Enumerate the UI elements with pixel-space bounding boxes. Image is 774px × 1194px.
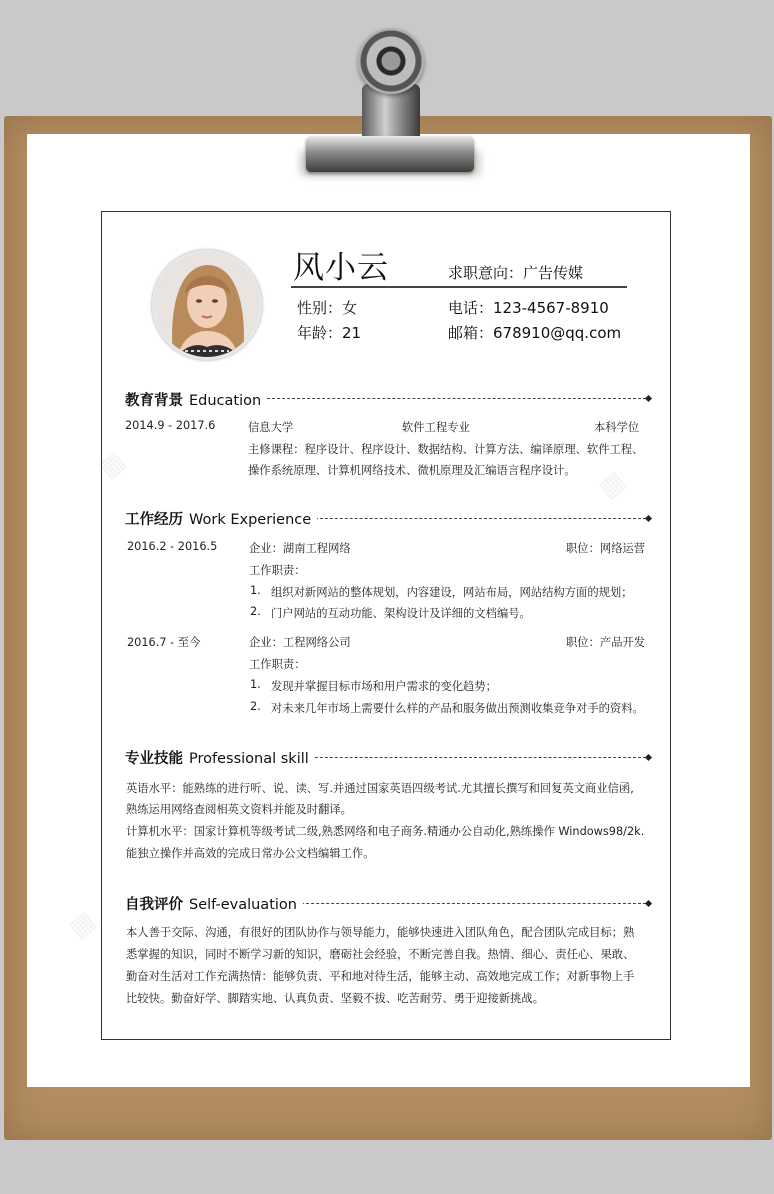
job-duty-label: 工作职责：	[249, 564, 306, 577]
binder-clip-icon	[306, 136, 474, 172]
job-period: 2016.2 - 2016.5	[127, 540, 218, 553]
section-divider	[300, 757, 646, 758]
list-item-num: 1.	[250, 678, 261, 691]
list-item: 组织对新网站的整体规划，内容建设，网站布局，网站结构方面的规划；	[271, 586, 633, 599]
self-eval-line: 悉掌握的知识，同时不断学习新的知识，磨砺社会经验，不断完善自我。热情、细心、责任心、果敢、	[126, 948, 635, 961]
education-period: 2014.9 - 2017.6	[125, 419, 216, 432]
list-item-num: 2.	[250, 605, 261, 618]
job-intent: 求职意向：广告传媒	[448, 264, 584, 282]
education-school: 信息大学	[248, 421, 294, 434]
binder-clip-ring	[358, 28, 424, 94]
skill-line: 熟练运用网络查阅相英文资料并能及时翻译。	[126, 803, 352, 816]
education-degree: 本科学位	[594, 421, 640, 434]
age: 年龄：21	[297, 324, 362, 342]
section-divider	[300, 518, 646, 519]
job-company: 企业：湖南工程网络	[249, 542, 351, 555]
section-divider	[262, 398, 646, 399]
job-company: 企业：工程网络公司	[249, 636, 351, 649]
skill-line: 计算机水平：国家计算机等级考试二级,熟悉网络和电子商务.精通办公自动化,熟练操作 Windows98/2k.	[126, 825, 645, 838]
self-eval-line: 勤奋对生活对工作充满热情：能够负责、平和地对待生活，能够主动、高效地完成工作；对新事物上手	[126, 970, 635, 983]
section-title-work: 工作经历 Work Experience	[125, 508, 317, 529]
list-item: 发现并掌握目标市场和用户需求的变化趋势；	[271, 680, 497, 693]
portrait-image	[155, 253, 259, 357]
list-item-num: 2.	[250, 700, 261, 713]
job-position: 职位：产品开发	[566, 636, 646, 649]
email: 邮箱：678910@qq.com	[448, 324, 622, 342]
section-divider	[296, 903, 646, 904]
education-major: 软件工程专业	[402, 421, 470, 434]
job-position: 职位：网络运营	[566, 542, 646, 555]
self-eval-line: 本人善于交际、沟通，有很好的团队协作与领导能力，能够快速进入团队角色，配合团队完成目标；熟	[126, 926, 635, 939]
education-courses: 操作系统原理、计算机网络技术、微机原理及汇编语言程序设计。	[248, 464, 576, 477]
self-eval-line: 比较快。勤奋好学、脚踏实地、认真负责、坚毅不拔、吃苦耐劳、勇于迎接新挑战。	[126, 992, 544, 1005]
job-period: 2016.7 - 至今	[127, 636, 201, 649]
skill-line: 英语水平：能熟练的进行听、说、读、写.并通过国家英语四级考试.尤其擅长撰写和回复英文商业信函,	[126, 782, 634, 795]
avatar	[152, 250, 262, 360]
list-item: 对未来几年市场上需要什么样的产品和服务做出预测收集竞争对手的资料。	[271, 702, 644, 715]
section-title-skills: 专业技能 Professional skill	[125, 747, 315, 768]
section-title-education: 教育背景 Education	[125, 389, 267, 410]
candidate-name: 风小云	[293, 250, 389, 286]
section-title-self: 自我评价 Self-evaluation	[125, 893, 303, 914]
list-item-num: 1.	[250, 584, 261, 597]
gender: 性别：女	[297, 299, 358, 317]
skill-line: 能独立操作并高效的完成日常办公文档编辑工作。	[126, 847, 375, 860]
education-courses: 主修课程：程序设计、程序设计、数据结构、计算方法、编译原理、软件工程、	[248, 443, 644, 456]
header-divider	[291, 286, 627, 288]
list-item: 门户网站的互动功能、架构设计及详细的文档编号。	[271, 607, 531, 620]
job-duty-label: 工作职责：	[249, 658, 306, 671]
phone: 电话：123-4567-8910	[448, 299, 609, 317]
